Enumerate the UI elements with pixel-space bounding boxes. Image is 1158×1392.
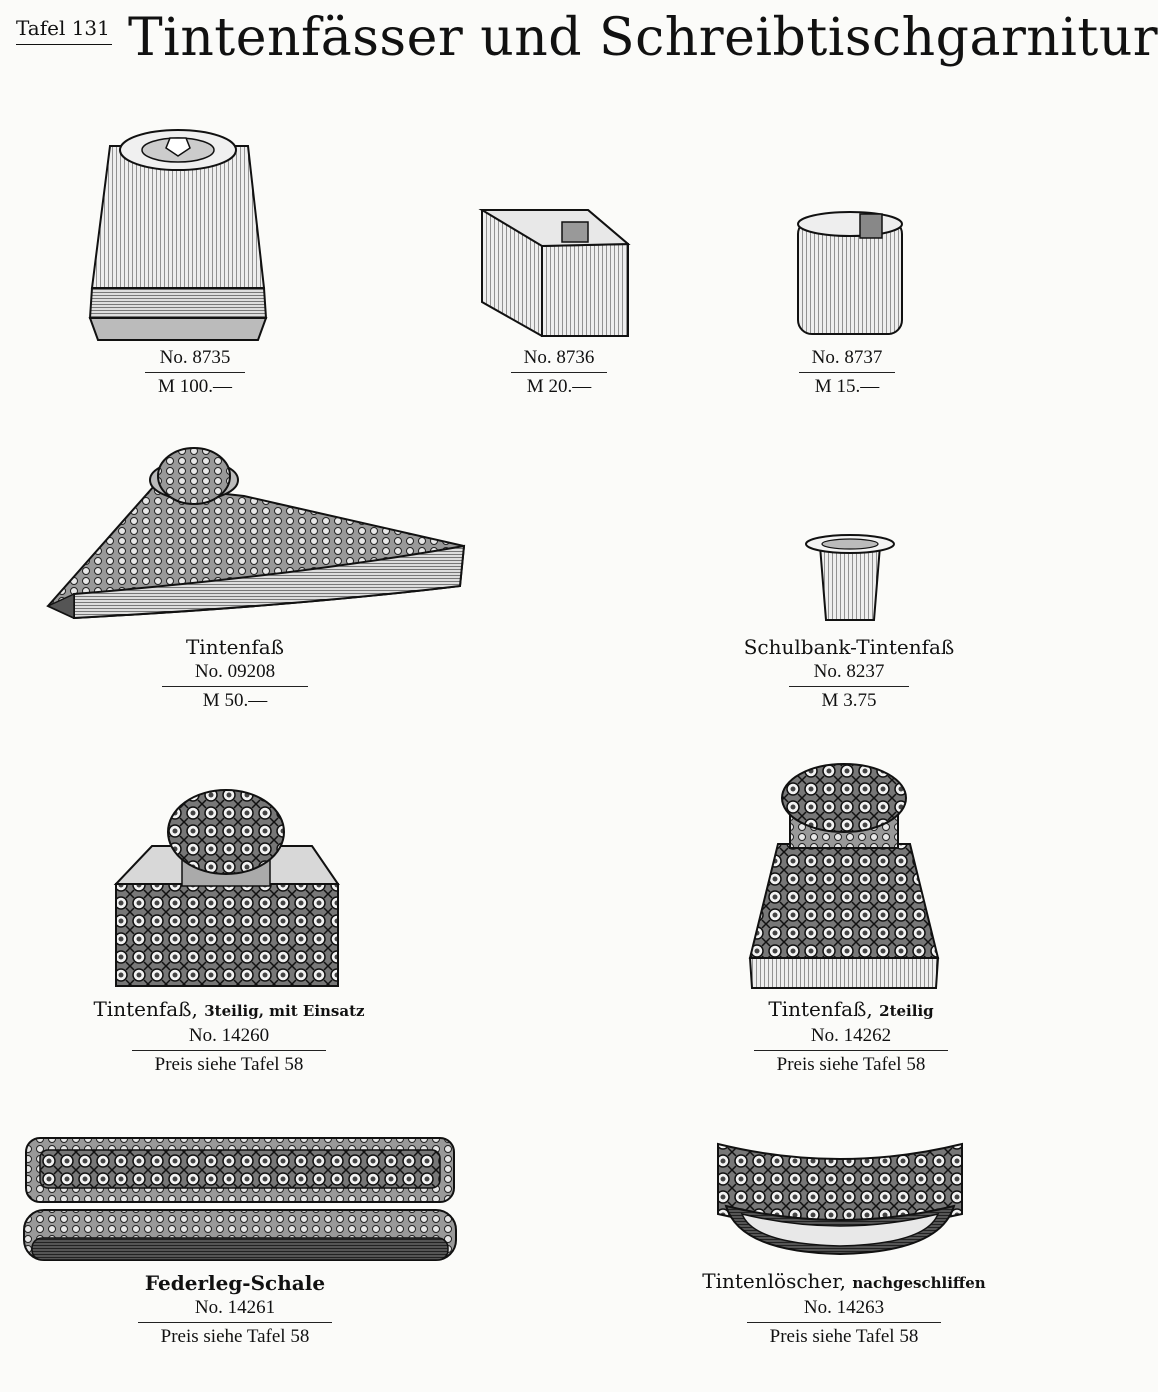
item-price: Preis siehe Tafel 58: [154, 1054, 304, 1075]
caption-8736: [504, 346, 614, 401]
caption-14261: [130, 1270, 340, 1351]
caption-14262: [728, 996, 974, 1079]
item-number: No. 14261: [194, 1297, 276, 1318]
caption-8237: [724, 634, 974, 715]
item-number: No. 14263: [803, 1297, 885, 1318]
item-price: Preis siehe Tafel 58: [776, 1054, 926, 1075]
tafel-underline: [16, 44, 112, 45]
item-number: No. 14262: [810, 1025, 892, 1046]
item-price: M 20.—: [526, 376, 592, 397]
item-name: Schulbank-Tintenfaß: [743, 635, 955, 659]
inkwell-8736-illustration: [478, 206, 630, 340]
caption-09208: [160, 634, 310, 715]
item-price: M 15.—: [814, 376, 880, 397]
item-name: [728, 996, 974, 1024]
item-name-main: Tintenfaß,: [93, 997, 198, 1021]
item-number: No. 14260: [188, 1025, 270, 1046]
caption-14260: [76, 996, 382, 1079]
item-price: M 100.—: [158, 376, 232, 397]
item-price: M 50.—: [202, 690, 268, 711]
item-price: Preis siehe Tafel 58: [769, 1326, 919, 1347]
inkwell-09208-illustration: [44, 446, 470, 622]
item-number: No. 8237: [813, 661, 885, 682]
page-title: Tintenfässer und Schreibtischgarnitur: [128, 8, 1158, 68]
item-number: No. 8735: [159, 347, 231, 368]
inkwell-8737-illustration: [794, 206, 906, 338]
item-name-detail: 2teilig: [879, 1002, 934, 1020]
item-name: [694, 1268, 994, 1296]
inkwell-14260-illustration: [112, 786, 340, 992]
item-number: No. 8736: [523, 347, 595, 368]
inkwell-8735-illustration: [88, 118, 268, 342]
item-name-main: Tintenlöscher,: [702, 1269, 846, 1293]
inkwell-8237-illustration: [804, 532, 896, 624]
pen-tray-14261-illustration: [22, 1134, 458, 1266]
item-name-main: Tintenfaß,: [768, 997, 873, 1021]
item-name: [76, 996, 382, 1024]
caption-14263: [694, 1268, 994, 1351]
item-name-detail: 3teilig, mit Einsatz: [204, 1002, 365, 1020]
inkwell-14262-illustration: [748, 762, 940, 990]
tafel-label: Tafel 131: [16, 16, 110, 40]
blotter-14263-illustration: [714, 1134, 966, 1258]
item-name-detail: nachgeschliffen: [852, 1274, 986, 1292]
caption-8737: [792, 346, 902, 401]
caption-8735: [140, 346, 250, 401]
item-number: No. 09208: [194, 661, 276, 682]
item-name: Federleg-Schale: [144, 1271, 326, 1295]
item-number: No. 8737: [811, 347, 883, 368]
item-price: Preis siehe Tafel 58: [160, 1326, 310, 1347]
item-name: Tintenfaß: [185, 635, 285, 659]
item-price: M 3.75: [821, 690, 877, 711]
